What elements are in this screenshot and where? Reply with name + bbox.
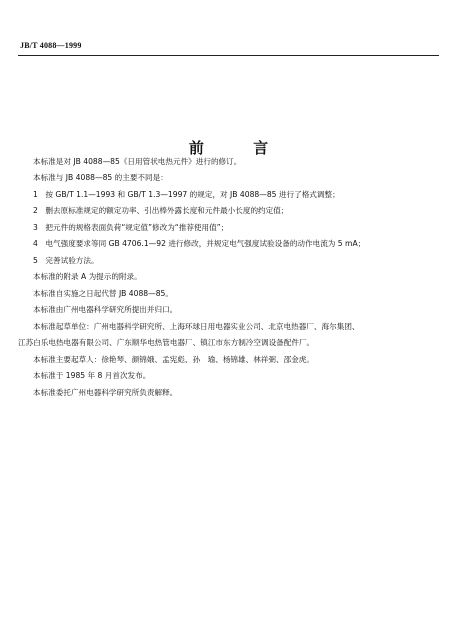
paragraph-appendix: 本标准的附录 A 为提示的附录。	[33, 272, 142, 281]
paragraph-proposer: 本标准由广州电器科学研究所提出并归口。	[33, 305, 178, 314]
list-item-5: 5 完善试验方法。	[33, 256, 99, 265]
paragraph-replacement: 本标准自实施之日起代替 JB 4088—85。	[33, 289, 173, 298]
paragraph-first-release: 本标准于 1985 年 8 月首次发布。	[33, 371, 151, 380]
list-item-3: 3 把元件的规格表面负荷“规定值”修改为“推荐使用值”；	[33, 223, 229, 232]
header-divider	[18, 55, 439, 56]
list-item-1: 1 按 GB/T 1.1—1993 和 GB/T 1.3—1997 的规定，对 JB 4088—85 进行了格式调整；	[33, 190, 340, 199]
list-item-4: 4 电气强度要求等同 GB 4706.1—92 进行修改，并规定电气强度试验设备的动作电流为 5 mA；	[33, 239, 366, 248]
paragraph-revision-note: 本标准是对 JB 4088—85《日用管状电热元件》进行的修订。	[33, 157, 242, 166]
page-title: 前 言	[188, 139, 291, 157]
paragraph-drafting-units-cont: 江苏白乐电热电器有限公司、广东顺华电热管电器厂、镇江市东方制冷空调设备配件厂。	[18, 338, 315, 347]
standard-code-header: JB/T 4088—1999	[20, 41, 82, 50]
paragraph-differences-intro: 本标准与 JB 4088—85 的主要不同是：	[33, 173, 168, 182]
list-item-2: 2 删去原标准规定的额定功率、引出棒外露长度和元件最小长度的约定值；	[33, 206, 289, 215]
paragraph-drafters: 本标准主要起草人：徐艳琴、颜锦娥、孟宪彪、孙 瑜、杨锦雄、林祥弼、邵金虎。	[33, 355, 314, 364]
paragraph-drafting-units: 本标准起草单位：广州电器科学研究所、上海环球日用电器实业公司、北京电热器厂、海尔集团、	[33, 322, 360, 331]
paragraph-interpretation: 本标准委托广州电器科学研究所负责解释。	[33, 388, 178, 397]
